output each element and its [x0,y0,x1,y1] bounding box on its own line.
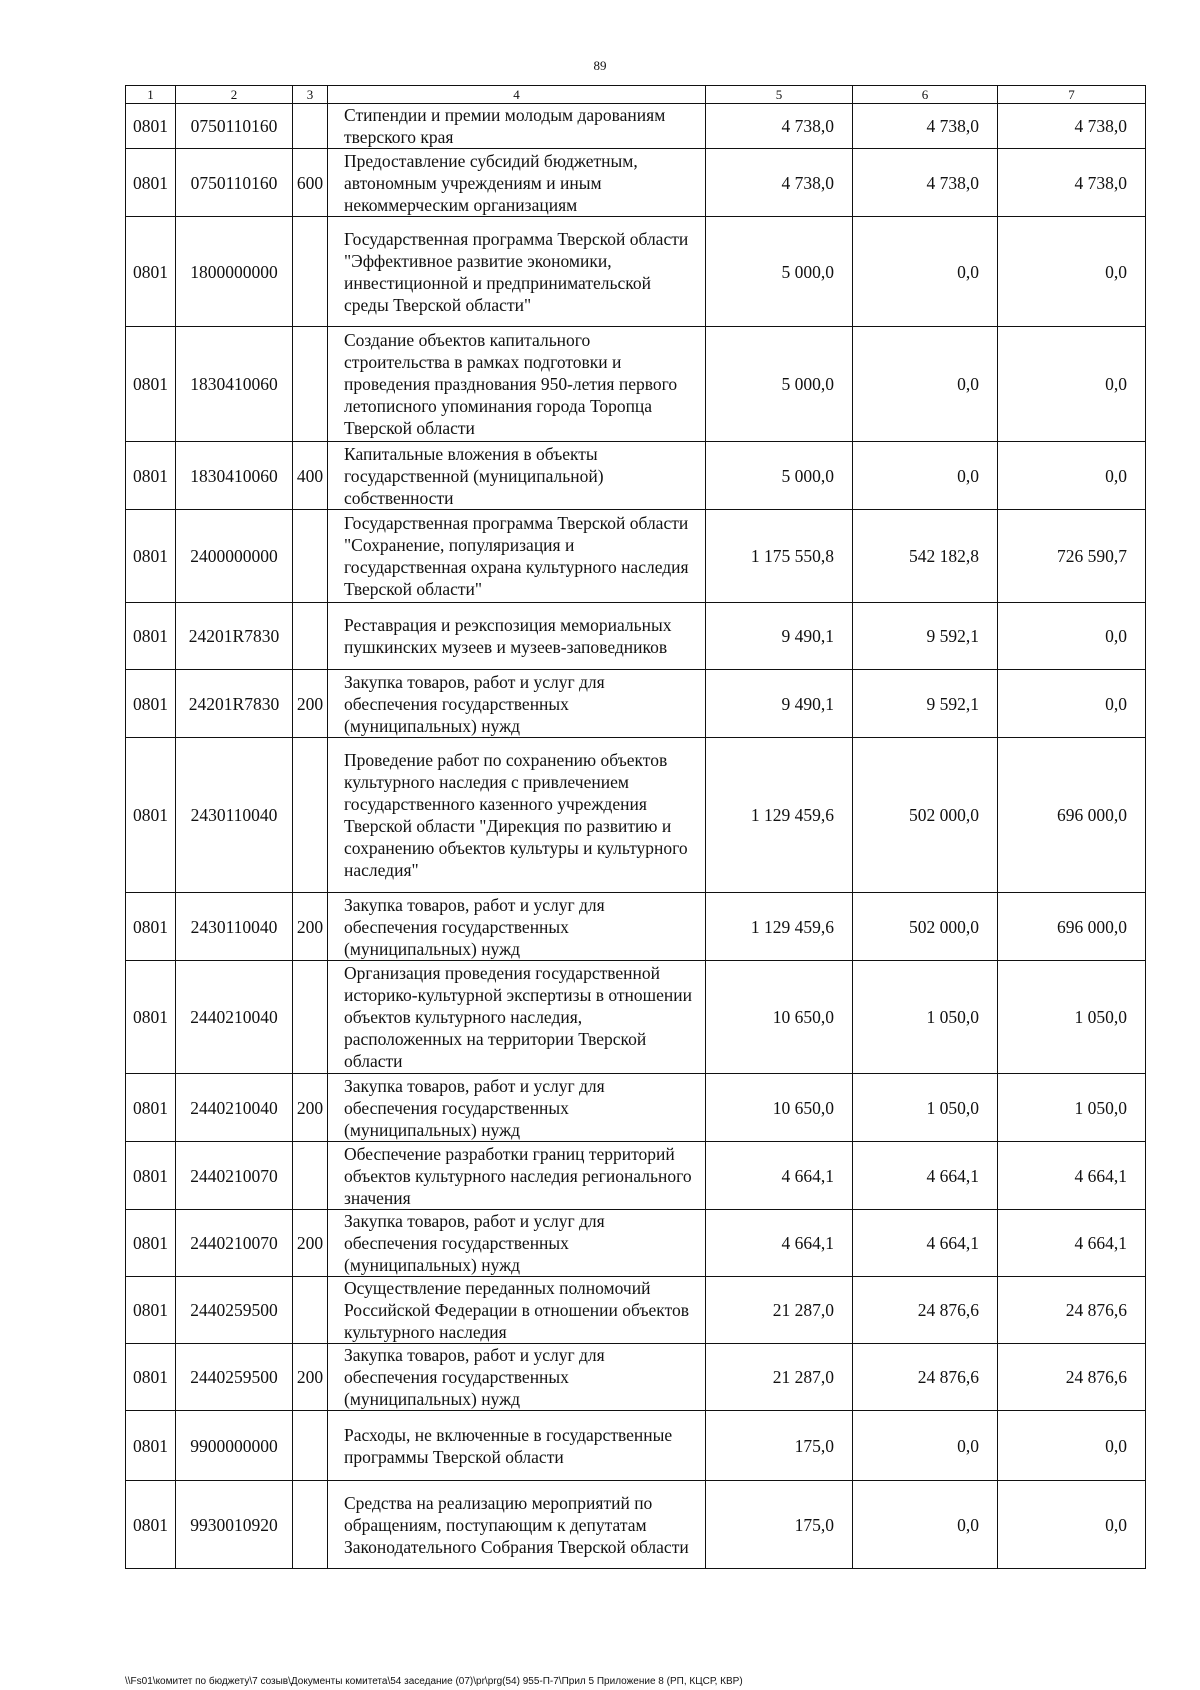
amount-col7-cell: 696 000,0 [998,893,1146,961]
table-row [126,442,1146,510]
amount-col7-cell: 4 738,0 [998,149,1146,217]
col-header-2: 2 [176,86,293,104]
expense-type-cell [293,738,328,893]
target-article-cell: 0750110160 [176,149,293,217]
target-article-cell: 2440210070 [176,1142,293,1210]
amount-col6-cell: 0,0 [853,1411,998,1481]
section-code-cell: 0801 [126,603,176,670]
amount-col5-cell: 4 738,0 [706,149,853,217]
section-code-cell: 0801 [126,1481,176,1569]
table-row [126,1142,1146,1210]
amount-col6-cell: 0,0 [853,327,998,442]
amount-col5-cell: 175,0 [706,1481,853,1569]
item-name-cell: Организация проведения государственной историко-культурной экспертизы в отношении объектов культурного наследия, расположенных на территории Тверской области [328,961,706,1074]
item-name-cell: Закупка товаров, работ и услуг для обеспечения государственных (муниципальных) нужд [328,893,706,961]
amount-col6-cell: 9 592,1 [853,670,998,738]
table-row [126,327,1146,442]
expense-type-cell: 600 [293,149,328,217]
table-row [126,217,1146,327]
amount-col6-cell: 4 738,0 [853,149,998,217]
section-code-cell: 0801 [126,1142,176,1210]
item-name-cell: Закупка товаров, работ и услуг для обеспечения государственных (муниципальных) нужд [328,1344,706,1411]
table-row [126,510,1146,603]
expense-type-cell: 200 [293,1074,328,1142]
amount-col7-cell: 0,0 [998,217,1146,327]
target-article-cell: 24201R7830 [176,670,293,738]
amount-col7-cell: 4 664,1 [998,1142,1146,1210]
expense-type-cell: 200 [293,670,328,738]
section-code-cell: 0801 [126,442,176,510]
target-article-cell: 2440259500 [176,1277,293,1344]
amount-col6-cell: 0,0 [853,217,998,327]
table-row [126,1074,1146,1142]
amount-col7-cell: 24 876,6 [998,1344,1146,1411]
amount-col7-cell: 0,0 [998,442,1146,510]
expense-type-cell [293,1277,328,1344]
amount-col5-cell: 9 490,1 [706,670,853,738]
amount-col6-cell: 9 592,1 [853,603,998,670]
amount-col5-cell: 21 287,0 [706,1277,853,1344]
amount-col7-cell: 4 738,0 [998,104,1146,149]
item-name-cell: Создание объектов капитального строительства в рамках подготовки и проведения празднования 950-летия первого летописного упоминания города Торопца Тверской области [328,327,706,442]
amount-col5-cell: 5 000,0 [706,442,853,510]
item-name-cell: Проведение работ по сохранению объектов культурного наследия с привлечением государственного казенного учреждения Тверской области "Дирекция по развитию и сохранению объектов культуры и культурного наследия" [328,738,706,893]
expense-type-cell [293,1411,328,1481]
page-number: 89 [593,58,607,73]
amount-col5-cell: 21 287,0 [706,1344,853,1411]
col-header-5: 5 [706,86,853,104]
section-code-cell: 0801 [126,1210,176,1277]
section-code-cell: 0801 [126,738,176,893]
table-row [126,1277,1146,1344]
item-name-cell: Средства на реализацию мероприятий по обращениям, поступающим к депутатам Законодательного Собрания Тверской области [328,1481,706,1569]
section-code-cell: 0801 [126,149,176,217]
table-row [126,670,1146,738]
amount-col6-cell: 502 000,0 [853,738,998,893]
amount-col5-cell: 175,0 [706,1411,853,1481]
expense-type-cell: 200 [293,1344,328,1411]
amount-col6-cell: 542 182,8 [853,510,998,603]
amount-col5-cell: 4 664,1 [706,1210,853,1277]
amount-col6-cell: 0,0 [853,442,998,510]
section-code-cell: 0801 [126,1074,176,1142]
amount-col7-cell: 696 000,0 [998,738,1146,893]
item-name-cell: Осуществление переданных полномочий Российской Федерации в отношении объектов культурного наследия [328,1277,706,1344]
section-code-cell: 0801 [126,327,176,442]
amount-col5-cell: 5 000,0 [706,217,853,327]
section-code-cell: 0801 [126,1344,176,1411]
amount-col6-cell: 502 000,0 [853,893,998,961]
amount-col5-cell: 9 490,1 [706,603,853,670]
item-name-cell: Капитальные вложения в объекты государственной (муниципальной) собственности [328,442,706,510]
amount-col6-cell: 24 876,6 [853,1344,998,1411]
table-row [126,1344,1146,1411]
amount-col7-cell: 726 590,7 [998,510,1146,603]
amount-col5-cell: 10 650,0 [706,1074,853,1142]
amount-col5-cell: 1 175 550,8 [706,510,853,603]
col-header-7: 7 [998,86,1146,104]
item-name-cell: Расходы, не включенные в государственные программы Тверской области [328,1411,706,1481]
amount-col7-cell: 0,0 [998,670,1146,738]
item-name-cell: Реставрация и реэкспозиция мемориальных пушкинских музеев и музеев-заповедников [328,603,706,670]
expense-type-cell [293,510,328,603]
expense-type-cell [293,1481,328,1569]
section-code-cell: 0801 [126,893,176,961]
amount-col7-cell: 0,0 [998,1411,1146,1481]
expense-type-cell [293,1142,328,1210]
item-name-cell: Государственная программа Тверской области "Эффективное развитие экономики, инвестиционной и предпринимательской среды Тверской области" [328,217,706,327]
item-name-cell: Закупка товаров, работ и услуг для обеспечения государственных (муниципальных) нужд [328,1210,706,1277]
col-header-1: 1 [126,86,176,104]
amount-col5-cell: 10 650,0 [706,961,853,1074]
amount-col7-cell: 0,0 [998,1481,1146,1569]
section-code-cell: 0801 [126,217,176,327]
expense-type-cell: 200 [293,893,328,961]
amount-col5-cell: 1 129 459,6 [706,893,853,961]
target-article-cell: 24201R7830 [176,603,293,670]
amount-col6-cell: 4 664,1 [853,1142,998,1210]
target-article-cell: 2440210070 [176,1210,293,1277]
item-name-cell: Закупка товаров, работ и услуг для обеспечения государственных (муниципальных) нужд [328,1074,706,1142]
amount-col7-cell: 0,0 [998,603,1146,670]
section-code-cell: 0801 [126,1411,176,1481]
amount-col5-cell: 4 664,1 [706,1142,853,1210]
item-name-cell: Закупка товаров, работ и услуг для обеспечения государственных (муниципальных) нужд [328,670,706,738]
target-article-cell: 1830410060 [176,327,293,442]
item-name-cell: Обеспечение разработки границ территорий объектов культурного наследия регионального значения [328,1142,706,1210]
col-header-4: 4 [328,86,706,104]
amount-col5-cell: 4 738,0 [706,104,853,149]
col-header-6: 6 [853,86,998,104]
section-code-cell: 0801 [126,1277,176,1344]
amount-col6-cell: 4 664,1 [853,1210,998,1277]
item-name-cell: Государственная программа Тверской области "Сохранение, популяризация и государственная охрана культурного наследия Тверской области" [328,510,706,603]
expense-type-cell [293,327,328,442]
expense-type-cell: 400 [293,442,328,510]
target-article-cell: 9930010920 [176,1481,293,1569]
target-article-cell: 9900000000 [176,1411,293,1481]
amount-col6-cell: 1 050,0 [853,961,998,1074]
amount-col5-cell: 5 000,0 [706,327,853,442]
amount-col7-cell: 1 050,0 [998,1074,1146,1142]
expense-type-cell [293,104,328,149]
header-row [126,86,1146,104]
table-row [126,104,1146,149]
amount-col7-cell: 1 050,0 [998,961,1146,1074]
expense-type-cell: 200 [293,1210,328,1277]
amount-col6-cell: 24 876,6 [853,1277,998,1344]
target-article-cell: 0750110160 [176,104,293,149]
section-code-cell: 0801 [126,104,176,149]
table-row [126,961,1146,1074]
amount-col7-cell: 24 876,6 [998,1277,1146,1344]
target-article-cell: 2440210040 [176,961,293,1074]
table-row [126,1411,1146,1481]
target-article-cell: 2440259500 [176,1344,293,1411]
table-row [126,149,1146,217]
target-article-cell: 2400000000 [176,510,293,603]
amount-col5-cell: 1 129 459,6 [706,738,853,893]
expense-type-cell [293,217,328,327]
item-name-cell: Стипендии и премии молодым дарованиям тверского края [328,104,706,149]
amount-col6-cell: 0,0 [853,1481,998,1569]
amount-col7-cell: 0,0 [998,327,1146,442]
target-article-cell: 1800000000 [176,217,293,327]
target-article-cell: 2430110040 [176,738,293,893]
section-code-cell: 0801 [126,510,176,603]
target-article-cell: 2430110040 [176,893,293,961]
section-code-cell: 0801 [126,961,176,1074]
section-code-cell: 0801 [126,670,176,738]
table-row [126,1210,1146,1277]
table-row [126,1481,1146,1569]
item-name-cell: Предоставление субсидий бюджетным, автономным учреждениям и иным некоммерческим организациям [328,149,706,217]
table-row [126,738,1146,893]
footer-file-path: \\Fs01\комитет по бюджету\7 созыв\Документы комитета\54 заседание (07)\pr\prg(54) 955-П-7\Прил 5 Приложение 8 (РП, КЦСР, КВР) [125,1676,743,1687]
expense-type-cell [293,961,328,1074]
budget-table [125,85,1146,1569]
amount-col6-cell: 1 050,0 [853,1074,998,1142]
amount-col7-cell: 4 664,1 [998,1210,1146,1277]
col-header-3: 3 [293,86,328,104]
table-row [126,603,1146,670]
table-row [126,893,1146,961]
expense-type-cell [293,603,328,670]
target-article-cell: 2440210040 [176,1074,293,1142]
amount-col6-cell: 4 738,0 [853,104,998,149]
target-article-cell: 1830410060 [176,442,293,510]
